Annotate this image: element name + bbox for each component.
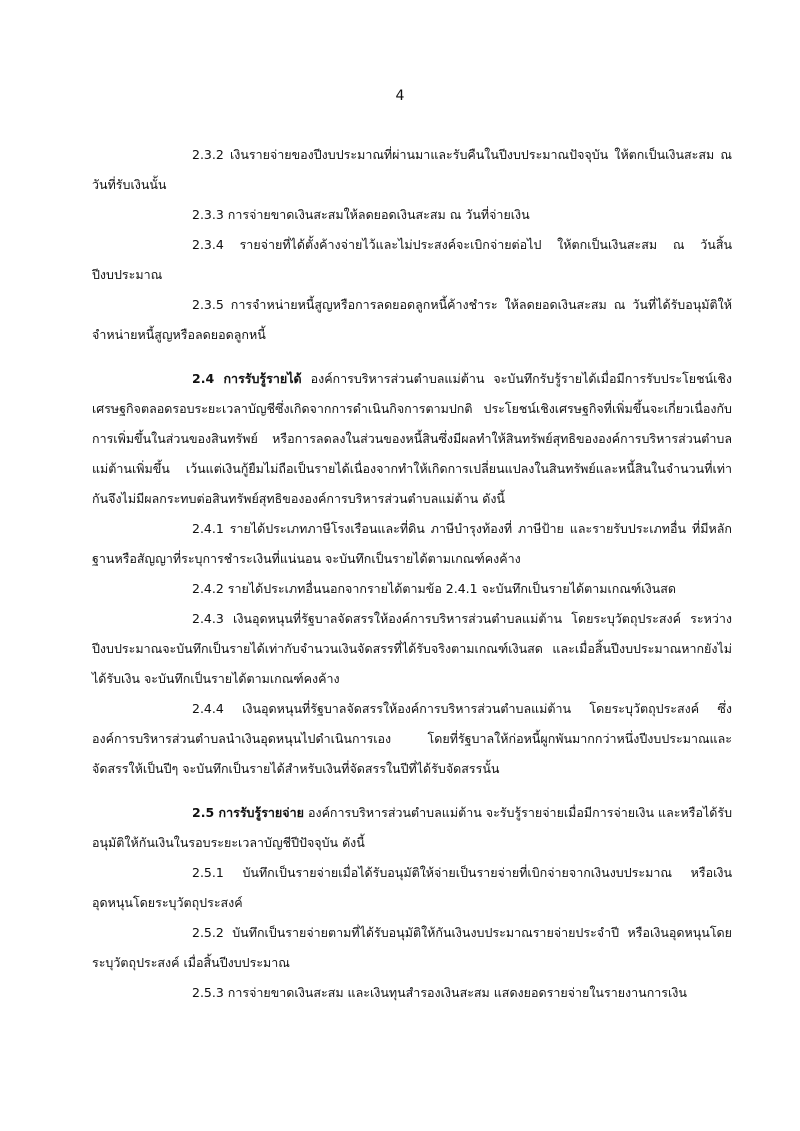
paragraph-2-4-2: 2.4.2 รายได้ประเภทอื่นนอกจากรายได้ตามข้อ 2.4.1 จะบันทึกเป็นรายได้ตามเกณฑ์เงินสด (192, 581, 676, 596)
section-2-4-intro (92, 364, 732, 514)
paragraph-2-3-2: 2.3.2 เงินรายจ่ายของปีงบประมาณที่ผ่านมาและรับคืนในปีงบประมาณปัจจุบัน ให้ตกเป็นเงินสะสม ณ วันที่รับเงินนั้น (92, 147, 732, 192)
paragraph-2-5-1: 2.5.1 บันทึกเป็นรายจ่ายเมื่อได้รับอนุมัติให้จ่ายเป็นรายจ่ายที่เบิกจ่ายจากเงินงบประมาณ หรือเงินอุดหนุนโดยระบุวัตถุประสงค์ (92, 865, 732, 910)
paragraph-2-3-4: 2.3.4 รายจ่ายที่ได้ตั้งค้างจ่ายไว้และไม่ประสงค์จะเบิกจ่ายต่อไป ให้ตกเป็นเงินสะสม ณ วันสิ้นปีงบประมาณ (92, 237, 732, 282)
paragraph-2-5-3: 2.5.3 การจ่ายขาดเงินสะสม และเงินทุนสำรองเงินสะสม แสดงยอดรายจ่ายในรายงานการเงิน (192, 985, 687, 1000)
paragraph-2-3-3: 2.3.3 การจ่ายขาดเงินสะสมให้ลดยอดเงินสะสม ณ วันที่จ่ายเงิน (192, 207, 530, 222)
paragraph-2-3-5: 2.3.5 การจำหน่ายหนี้สูญหรือการลดยอดลูกหนี้ค้างชำระ ให้ลดยอดเงินสะสม ณ วันที่ได้รับอนุมัติให้จำหน่ายหนี้สูญหรือลดยอดลูกหนี้ (92, 297, 732, 342)
section-2-4-body: องค์การบริหารส่วนตำบลแม่ต้าน จะบันทึกรับรู้รายได้เมื่อมีการรับประโยชน์เชิงเศรษฐกิจตลอดรอบระยะเวลาบัญชีซึ่งเกิดจากการดำเนินกิจการตามปกติ ประโยชน์เชิงเศรษฐกิจที่เพิ่มขึ้นจะเกี่ยวเนื่องกับการเพิ่มขึ้นในส่วนของสินทรัพย์ หรือการลดลงในส่วนของหนี้สินซึ่งมีผลทำให้สินทรัพย์สุทธิขององค์การบริหารส่วนตำบลแม่ต้านเพิ่มขึ้น เว้นแต่เงินกู้ยืมไม่ถือเป็นรายได้เนื่องจากทำให้เกิดการเปลี่ยนแปลงในสินทรัพย์และหนี้สินในจำนวนที่เท่ากันจึงไม่มีผลกระทบต่อสินทรัพย์สุทธิขององค์การบริหารส่วนตำบลแม่ต้าน ดังนี้ (92, 371, 732, 506)
section-2-5-heading: 2.5 การรับรู้รายจ่าย (192, 805, 304, 820)
document-body (92, 140, 732, 1008)
paragraph-2-4-1: 2.4.1 รายได้ประเภทภาษีโรงเรือนและที่ดิน ภาษีบำรุงท้องที่ ภาษีป้าย และรายรับประเภทอื่น ที่มีหลักฐานหรือสัญญาที่ระบุการชำระเงินที่แน่นอน จะบันทึกเป็นรายได้ตามเกณฑ์คงค้าง (92, 521, 732, 566)
paragraph-2-4-3: 2.4.3 เงินอุดหนุนที่รัฐบาลจัดสรรให้องค์การบริหารส่วนตำบลแม่ต้าน โดยระบุวัตถุประสงค์ ระหว่างปีงบประมาณจะบันทึกเป็นรายได้เท่ากับจำนวนเงินจัดสรรที่ได้รับจริงตามเกณฑ์เงินสด และเมื่อสิ้นปีงบประมาณหากยังไม่ได้รับเงิน จะบันทึกเป็นรายได้ตามเกณฑ์คงค้าง (92, 611, 732, 686)
section-2-4-heading: 2.4 การรับรู้รายได้ (192, 371, 302, 386)
paragraph-2-4-4: 2.4.4 เงินอุดหนุนที่รัฐบาลจัดสรรให้องค์การบริหารส่วนตำบลแม่ต้าน โดยระบุวัตถุประสงค์ ซึ่งองค์การบริหารส่วนตำบลนำเงินอุดหนุนไปดำเนินการเอง โดยที่รัฐบาลให้ก่อหนี้ผูกพันมากกว่าหนึ่งปีงบประมาณและจัดสรรให้เป็นปีๆ จะบันทึกเป็นรายได้สำหรับเงินที่จัดสรรในปีที่ได้รับจัดสรรนั้น (92, 701, 732, 776)
paragraph-2-5-2: 2.5.2 บันทึกเป็นรายจ่ายตามที่ได้รับอนุมัติให้กันเงินงบประมาณรายจ่ายประจำปี หรือเงินอุดหนุนโดยระบุวัตถุประสงค์ เมื่อสิ้นปีงบประมาณ (92, 925, 732, 970)
section-2-5-intro (92, 798, 732, 858)
section-2-5-body: องค์การบริหารส่วนตำบลแม่ต้าน จะรับรู้รายจ่ายเมื่อมีการจ่ายเงิน และหรือได้รับอนุมัติให้กันเงินในรอบระยะเวลาบัญชีปีปัจจุบัน ดังนี้ (92, 805, 733, 850)
page-number: 4 (395, 88, 405, 104)
